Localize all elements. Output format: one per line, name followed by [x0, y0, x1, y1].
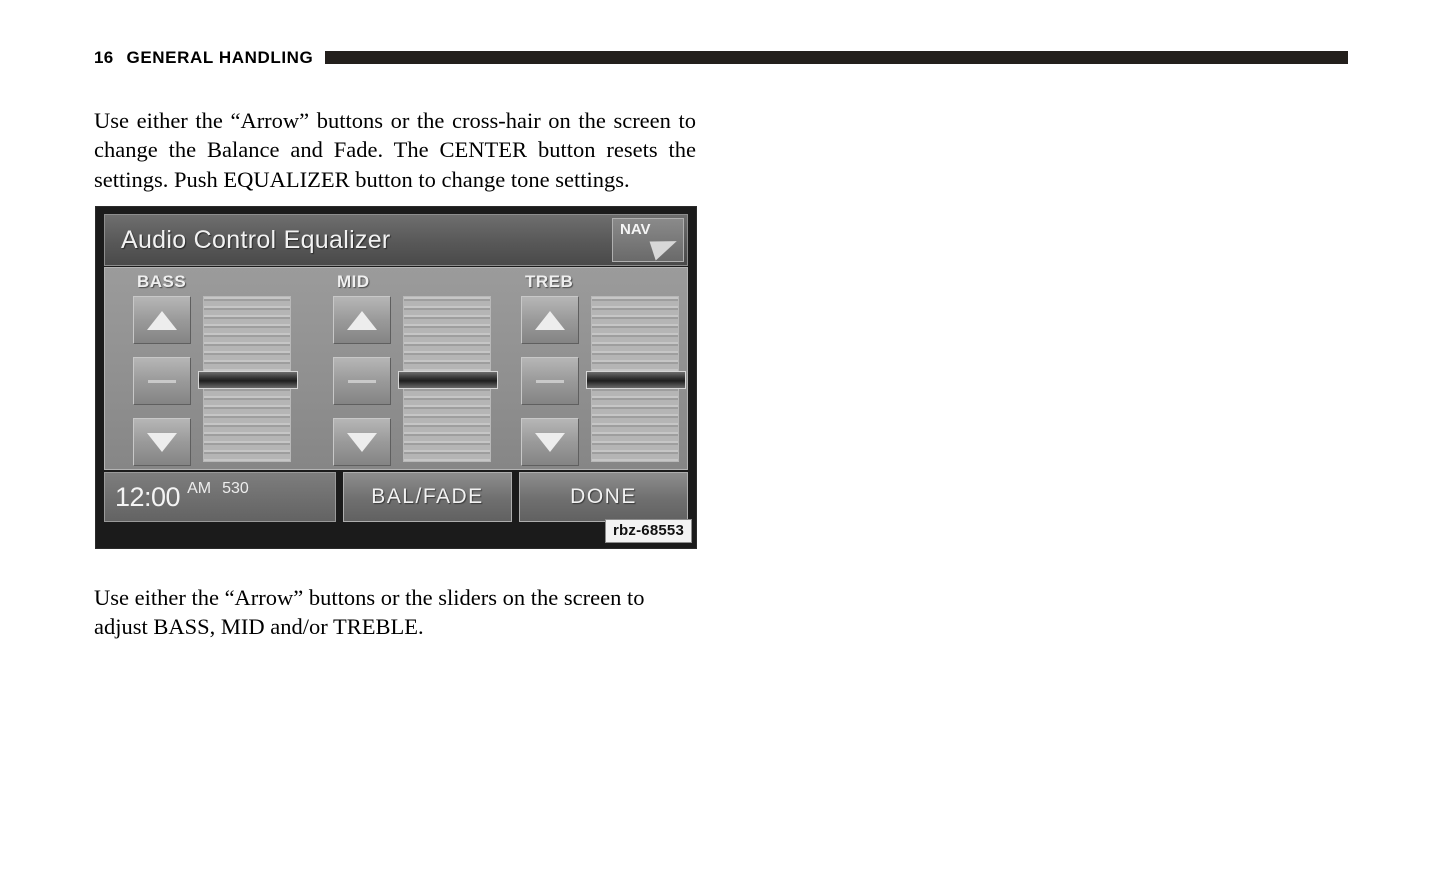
treb-down-button[interactable] [521, 418, 579, 466]
triangle-down-icon [535, 433, 565, 452]
screen-title-bar [104, 214, 688, 266]
mid-down-button[interactable] [333, 418, 391, 466]
figure-code: rbz-68553 [605, 519, 692, 543]
bass-center-button[interactable] [133, 357, 191, 405]
band-label-bass: BASS [137, 272, 187, 291]
dash-icon [148, 380, 176, 383]
screen-title: Audio Control Equalizer [121, 225, 391, 254]
done-button[interactable]: DONE [519, 472, 688, 522]
bass-up-button[interactable] [133, 296, 191, 344]
equalizer-panel [104, 267, 688, 470]
page-number: 16 [94, 47, 114, 67]
treb-slider[interactable] [591, 296, 679, 462]
treb-up-button[interactable] [521, 296, 579, 344]
band-mid [327, 272, 507, 466]
treb-center-button[interactable] [521, 357, 579, 405]
triangle-down-icon [347, 433, 377, 452]
header-rule [325, 51, 1348, 64]
band-mid-buttons [333, 296, 391, 479]
nav-label: NAV [620, 221, 651, 238]
band-label-treb: TREB [525, 272, 574, 291]
clock-meridiem: AM [187, 480, 212, 497]
band-bass [127, 272, 307, 466]
bal-fade-button[interactable]: BAL/FADE [343, 472, 512, 522]
screen-status-bar [104, 472, 688, 522]
dash-icon [536, 380, 564, 383]
triangle-up-icon [535, 311, 565, 330]
triangle-up-icon [147, 311, 177, 330]
band-treb [515, 272, 695, 466]
mid-slider-thumb[interactable] [398, 371, 498, 389]
mid-center-button[interactable] [333, 357, 391, 405]
paragraph-above-figure: Use either the “Arrow” buttons or the cross-hair on the screen to change the Balance and Fade. The CENTER button resets the settings. Push EQUALIZER button to change tone settings. [94, 107, 696, 192]
equalizer-screen-figure [95, 206, 697, 549]
clock-time: 12:00 [115, 481, 181, 512]
paragraph-below-figure: Use either the “Arrow” buttons or the sliders on the screen to adjust BASS, MID and/or TREBLE. [94, 584, 645, 639]
section-title: GENERAL HANDLING [126, 47, 314, 67]
triangle-down-icon [147, 433, 177, 452]
bass-slider-thumb[interactable] [198, 371, 298, 389]
bass-slider[interactable] [203, 296, 291, 462]
nav-arrow-icon [650, 233, 681, 260]
triangle-up-icon [347, 311, 377, 330]
band-bass-buttons [133, 296, 191, 479]
nav-button[interactable] [612, 218, 684, 262]
treb-slider-thumb[interactable] [586, 371, 686, 389]
band-treb-buttons [521, 296, 579, 479]
dash-icon [348, 380, 376, 383]
mid-up-button[interactable] [333, 296, 391, 344]
band-label-mid: MID [337, 272, 370, 291]
bass-down-button[interactable] [133, 418, 191, 466]
mid-slider[interactable] [403, 296, 491, 462]
page-header [94, 46, 1348, 68]
radio-frequency: 530 [222, 480, 249, 497]
clock-display[interactable] [104, 472, 336, 522]
